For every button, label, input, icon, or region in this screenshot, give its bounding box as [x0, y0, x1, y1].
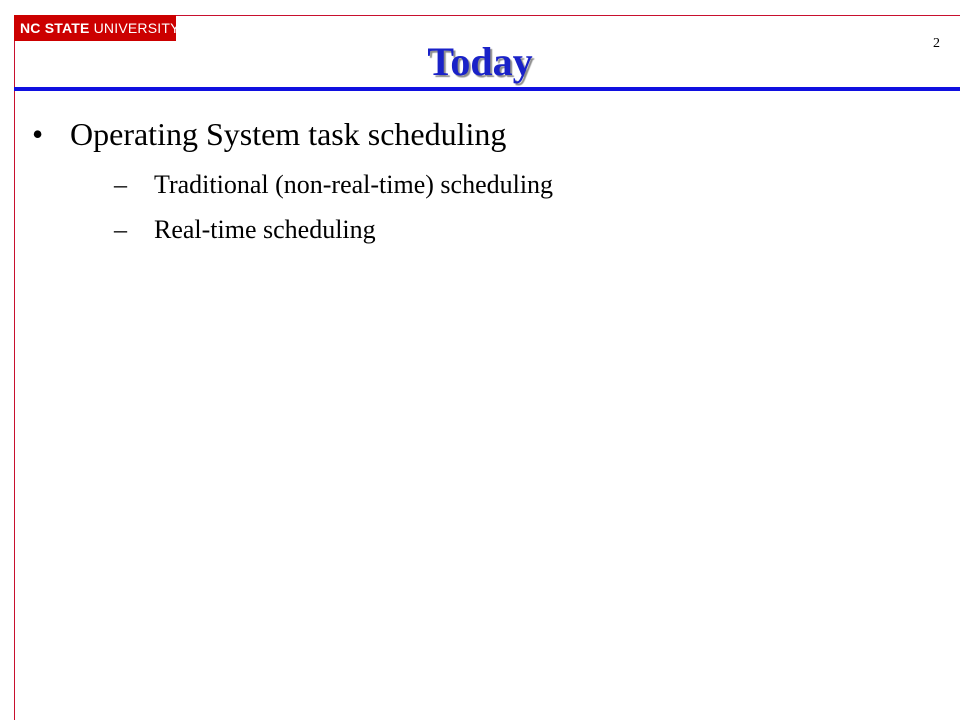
sub-bullet-text: Traditional (non-real-time) scheduling — [154, 170, 554, 199]
sub-bullet-list — [70, 162, 553, 252]
logo-bold-text: NC STATE — [20, 20, 90, 36]
sub-bullet-item — [70, 207, 553, 252]
bullet-list — [28, 112, 553, 252]
title-underline — [14, 87, 960, 91]
sub-bullet-text: Real-time scheduling — [154, 215, 376, 244]
bullet-text: Operating System task scheduling — [70, 116, 507, 152]
bullet-item — [28, 112, 553, 252]
dash-icon: – — [114, 215, 127, 244]
logo-light-text: UNIVERSITY — [93, 20, 180, 36]
bullet-icon: • — [32, 116, 44, 152]
slide-title: Today — [427, 39, 533, 84]
dash-icon: – — [114, 170, 127, 199]
page-number: 2 — [933, 36, 940, 51]
frame-left-line — [14, 15, 15, 720]
sub-bullet-item — [70, 162, 553, 207]
